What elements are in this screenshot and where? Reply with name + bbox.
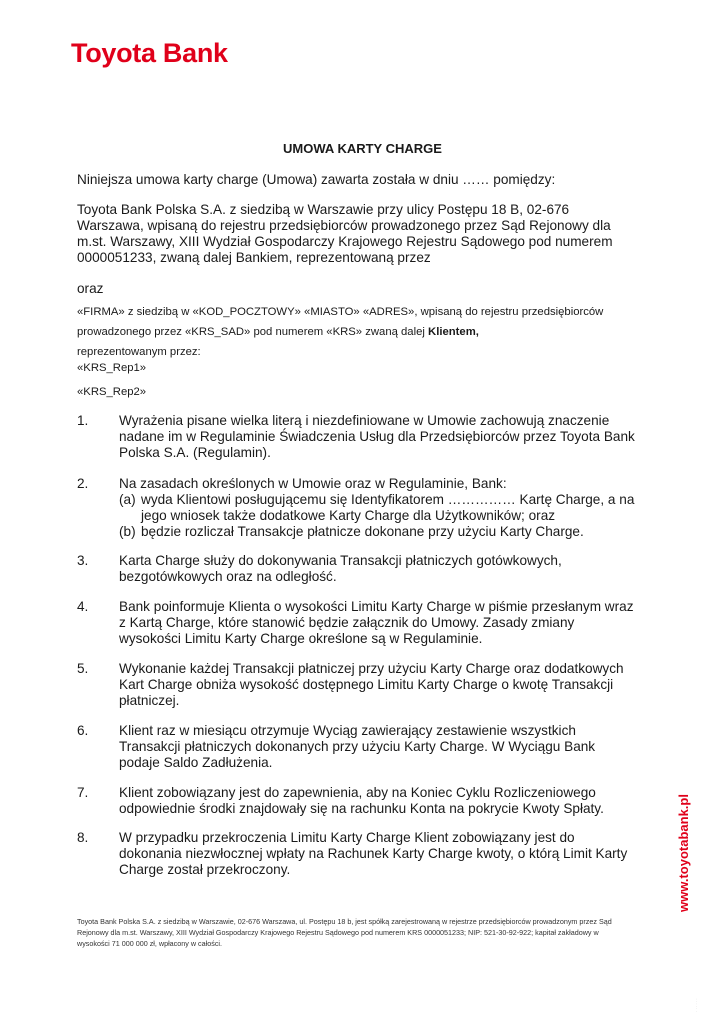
list-item xyxy=(77,413,637,461)
item-number: 7. xyxy=(77,785,89,800)
bank-paragraph: Toyota Bank Polska S.A. z siedzibą w Warszawie przy ulicy Postępu 18 B, 02-676 Warszawa, wpisaną do rejestru przedsiębiorców prowadzonego przez Sąd Rejonowy dla m.st. Warszawy, XIII Wydział Gospodarczy Krajowego Rejestru Sądowego pod numerem 0000051233, zwaną dalej Bankiem, reprezentowaną przez xyxy=(77,202,613,265)
item-number: 3. xyxy=(77,553,89,568)
rep2-placeholder: «KRS_Rep2» xyxy=(77,386,147,398)
list-item xyxy=(77,599,637,647)
list-item xyxy=(77,785,637,817)
item-text: Klient zobowiązany jest do zapewnienia, aby na Koniec Cyklu Rozliczeniowego odpowiednie środki znajdowały się na rachunku Konta na pokrycie Kwoty Spłaty. xyxy=(119,785,604,816)
list-item xyxy=(77,661,637,709)
item-number: 8. xyxy=(77,830,89,845)
intro-paragraph: Niniejsza umowa karty charge (Umowa) zawarta została w dniu …… pomiędzy: xyxy=(77,172,556,187)
item-text: Wyrażenia pisane wielka literą i niezdefiniowane w Umowie zachowują znaczenie nadane im w Regulaminie Świadczenia Usług dla Przedsiębiorców przez Toyota Bank Polska S.A. (Regulamin). xyxy=(119,413,635,460)
sub-item-text: wyda Klientowi posługującemu się Identyfikatorem …………… Kartę Charge, a na jego wniosek także dodatkowe Karty Charge dla Użytkowników; oraz xyxy=(141,492,635,523)
item-number: 2. xyxy=(77,476,89,491)
item-text: Bank poinformuje Klienta o wysokości Limitu Karty Charge w piśmie przesłanym wraz z Kartą Charge, które stanowić będzie załącznik do Umowy. Zasady zmiany wysokości Limitu Karty Charge określone są w Regulaminie. xyxy=(119,599,634,646)
sub-item-label: (a) xyxy=(119,492,136,507)
sub-item-label: (b) xyxy=(119,524,136,539)
item-text: Na zasadach określonych w Umowie oraz w Regulaminie, Bank: xyxy=(119,476,507,491)
sub-item xyxy=(119,524,637,540)
client-bold-term: Klientem, xyxy=(428,326,479,338)
list-item xyxy=(77,830,637,878)
item-number: 6. xyxy=(77,723,89,738)
sub-item-text: będzie rozliczał Transakcje płatnicze dokonane przy użyciu Karty Charge. xyxy=(141,524,584,539)
item-text: Karta Charge służy do dokonywania Transakcji płatniczych gotówkowych, bezgotówkowych oraz na odległość. xyxy=(119,553,562,584)
item-text: W przypadku przekroczenia Limitu Karty Charge Klient zobowiązany jest do dokonania niezwłocznej wpłaty na Rachunek Karty Charge kwoty, o którą Limit Karty Charge został przekroczony. xyxy=(119,830,628,877)
list-item xyxy=(77,723,637,771)
client-text: «FIRMA» z siedzibą w «KOD_POCZTOWY» «MIASTO» «ADRES», wpisaną do rejestru przedsiębiorców prowadzonego przez «KRS_SAD» pod numerem «KRS» zwaną dalej xyxy=(77,306,604,338)
footer-legal-text: Toyota Bank Polska S.A. z siedzibą w Warszawie, 02-676 Warszawa, ul. Postępu 18 b, jest spółką zarejestrowaną w rejestrze przedsiębiorców prowadzonym przez Sąd Rejonowy dla m.st. Warszawy, XIII Wydział Gospodarczy Krajowego Rejestru Sądowego pod numerem KRS 0000051233; NIP: 521-30-92-922; kapitał zakładowy w wysokości 71 000 000 zł, wpłacony w całości. xyxy=(77,917,612,948)
tiny-side-marker: · · · · · · xyxy=(694,998,699,1012)
client-represented-text: reprezentowanym przez: xyxy=(77,346,201,358)
side-website-url[interactable]: www.toyotabank.pl xyxy=(676,794,691,912)
item-number: 4. xyxy=(77,599,89,614)
item-number: 5. xyxy=(77,661,89,676)
toyota-bank-logo: Toyota Bank xyxy=(71,38,228,68)
list-item xyxy=(77,476,637,540)
oraz-text: oraz xyxy=(77,281,104,296)
client-paragraph xyxy=(77,302,637,362)
item-text: Klient raz w miesiącu otrzymuje Wyciąg zawierający zestawienie wszystkich Transakcji płatniczych dokonanych przy użyciu Karty Charge. W Wyciągu Bank podaje Saldo Zadłużenia. xyxy=(119,723,596,770)
page-title: UMOWA KARTY CHARGE xyxy=(283,141,442,156)
item-text: Wykonanie każdej Transakcji płatniczej przy użyciu Karty Charge oraz dodatkowych Kart Charge obniża wysokość dostępnego Limitu Karty Charge o kwotę Transakcji płatniczej. xyxy=(119,661,624,708)
sub-item xyxy=(119,492,637,524)
item-number: 1. xyxy=(77,413,89,428)
list-item xyxy=(77,553,637,585)
rep1-placeholder: «KRS_Rep1» xyxy=(77,362,147,374)
